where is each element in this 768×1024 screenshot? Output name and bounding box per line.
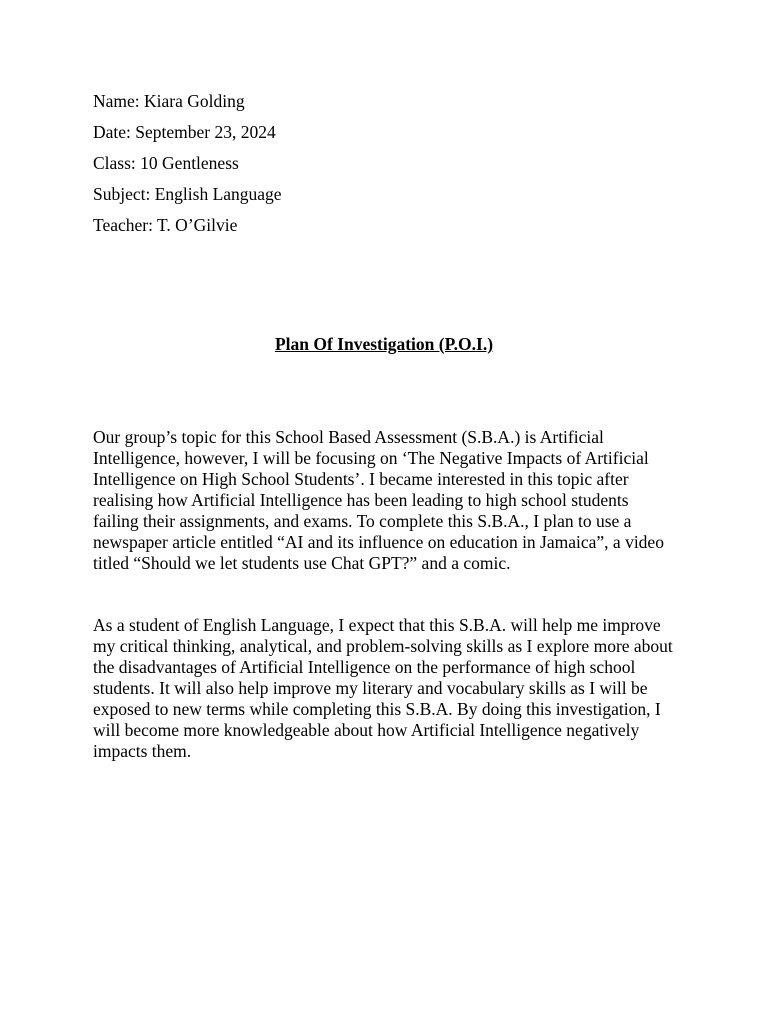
student-info-block — [93, 86, 683, 241]
document-date: Date: September 23, 2024 — [93, 122, 276, 142]
student-class: Class: 10 Gentleness — [93, 153, 239, 173]
body-paragraph-1: Our group’s topic for this School Based Assessment (S.B.A.) is Artificial Intelligence, however, I will be focusing on ‘The Negative Impacts of Artificial Intelligence on High School Students’. I became interested in this topic after realising how Artificial Intelligence has been leading to high school students failing their assignments, and exams. To complete this S.B.A., I plan to use a newspaper article entitled “AI and its influence on education in Jamaica”, a video titled “Should we let students use Chat GPT?” and a comic. — [93, 427, 664, 573]
student-name: Name: Kiara Golding — [93, 91, 245, 111]
subject: Subject: English Language — [93, 184, 282, 204]
teacher: Teacher: T. O’Gilvie — [93, 215, 238, 235]
document-title: Plan Of Investigation (P.O.I.) — [274, 334, 494, 354]
body-paragraph-2: As a student of English Language, I expect that this S.B.A. will help me improve my critical thinking, analytical, and problem-solving skills as I explore more about the disadvantages of Artificial Intelligence on the performance of high school students. It will also help improve my literary and vocabulary skills as I will be exposed to new terms while completing this S.B.A. By doing this investigation, I will become more knowledgeable about how Artificial Intelligence negatively impacts them. — [93, 615, 673, 761]
